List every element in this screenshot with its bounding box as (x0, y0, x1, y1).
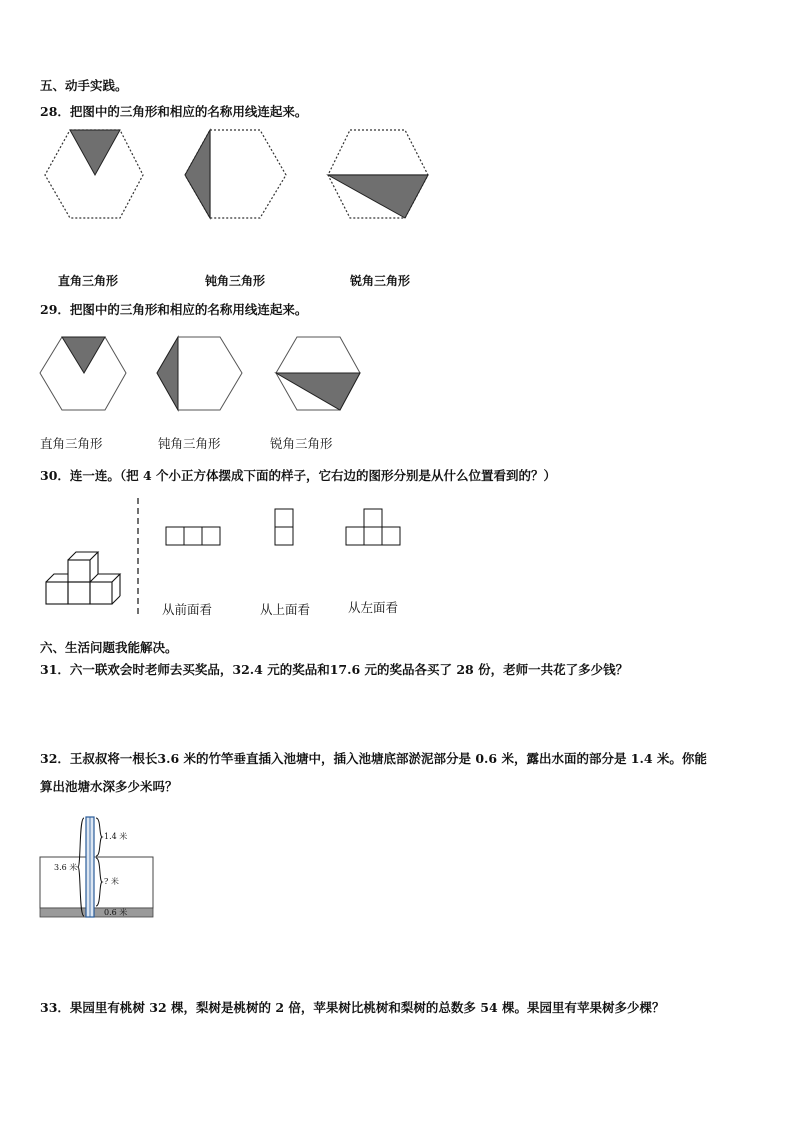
section-6-title: 六、生活问题我能解决。 (40, 640, 178, 655)
q30-view-front: 从前面看 (162, 602, 213, 617)
q32-label-mud: 0.6 米 (104, 908, 128, 917)
question-29-text: 29．把图中的三角形和相应的名称用线连起来。 (40, 302, 308, 317)
question-32-line-2: 算出池塘水深多少米吗？ (40, 779, 178, 794)
q30-view-top: 从上面看 (260, 602, 311, 617)
question-33-text: 33．果园里有桃树 32 棵，梨树是桃树的 2 倍，苹果树比桃树和梨树的总数多 54 棵。果园里有苹果树多少棵？ (40, 1000, 665, 1015)
q28-label-right: 直角三角形 (58, 274, 119, 288)
question-32-line-1: 32．王叔叔将一根长3.6 米的竹竿垂直插入池塘中，插入池塘底部淤泥部分是 0.6 米，露出水面的部分是 1.4 米。你能 (40, 751, 707, 766)
q29-label-right: 直角三角形 (40, 436, 103, 451)
question-31-text: 31．六一联欢会时老师去买奖品，32.4 元的奖品和17.6 元的奖品各买了 28 份，老师一共花了多少钱？ (40, 662, 629, 677)
question-30-text: 30．连一连。（把 4 个小正方体摆成下面的样子，它右边的图形分别是从什么位置看到的？） (40, 468, 557, 483)
q32-label-water: ? 米 (104, 877, 119, 886)
q28-label-acute: 锐角三角形 (350, 274, 411, 288)
question-28-text: 28．把图中的三角形和相应的名称用线连起来。 (40, 104, 308, 119)
q32-label-total: 3.6 米 (54, 863, 78, 872)
q29-label-obtuse: 钝角三角形 (158, 436, 221, 451)
q32-label-above: 1.4 米 (104, 832, 128, 841)
section-5-title: 五、动手实践。 (40, 78, 128, 93)
q30-view-left: 从左面看 (348, 600, 399, 615)
q28-label-obtuse: 钝角三角形 (205, 274, 266, 288)
q29-label-acute: 锐角三角形 (270, 436, 333, 451)
